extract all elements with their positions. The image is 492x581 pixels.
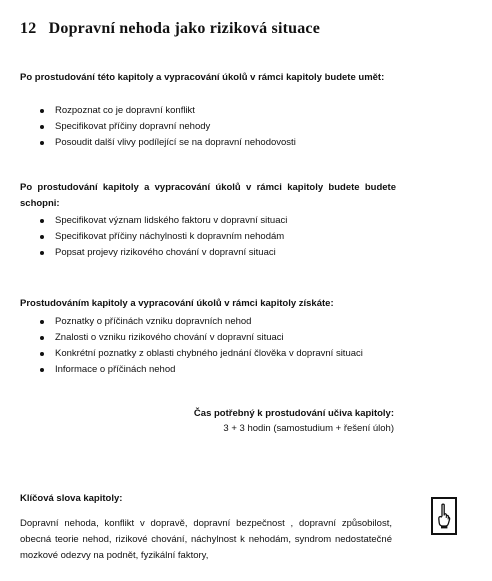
pointing-finger-icon xyxy=(431,497,457,535)
section-heading-umet: Po prostudování této kapitoly a vypracování úkolů v rámci kapitoly budete umět: xyxy=(20,72,385,83)
keywords-text: Dopravní nehoda, konflikt v dopravě, dopravní bezpečnost , dopravní způsobilost, obecná teorie nehod, rizikové chování, náchylnost k nehodám, syndrom nedostatečné mozkové odezvy na podnět, fyzikální faktory, xyxy=(20,518,392,561)
list-item: Poznatky o příčinách vzniku dopravních nehod xyxy=(38,314,363,330)
list-umet xyxy=(38,103,296,151)
chapter-number: 12 xyxy=(20,20,37,37)
list-item: Popsat projevy rizikového chování v dopravní situaci xyxy=(38,245,287,261)
list-item: Specifikovat příčiny dopravní nehody xyxy=(38,119,296,135)
section-heading-schopni: Po prostudování kapitoly a vypracování úkolů v rámci kapitoly budete budete schopni: xyxy=(20,182,396,209)
list-ziskate xyxy=(38,314,363,378)
list-schopni xyxy=(38,213,287,261)
list-item: Posoudit další vlivy podílející se na dopravní nehodovosti xyxy=(38,135,296,151)
list-item: Specifikovat význam lidského faktoru v dopravní situaci xyxy=(38,213,287,229)
study-time-value: 3 + 3 hodin (samostudium + řešení úloh) xyxy=(223,423,394,434)
list-item: Znalosti o vzniku rizikového chování v dopravní situaci xyxy=(38,330,363,346)
keywords-heading: Klíčová slova kapitoly: xyxy=(20,493,123,504)
list-item: Konkrétní poznatky z oblasti chybného jednání člověka v dopravní situaci xyxy=(38,346,363,362)
list-item: Rozpoznat co je dopravní konflikt xyxy=(38,103,296,119)
list-item: Informace o příčinách nehod xyxy=(38,362,363,378)
study-time-label: Čas potřebný k prostudování učiva kapitoly: xyxy=(193,408,394,419)
list-item: Specifikovat příčiny náchylnosti k dopravním nehodám xyxy=(38,229,287,245)
chapter-title-text: Dopravní nehoda jako riziková situace xyxy=(48,20,321,37)
study-time xyxy=(194,406,394,436)
chapter-title xyxy=(20,20,320,38)
section-heading-ziskate: Prostudováním kapitoly a vypracování úkolů v rámci kapitoly získáte: xyxy=(20,298,334,309)
